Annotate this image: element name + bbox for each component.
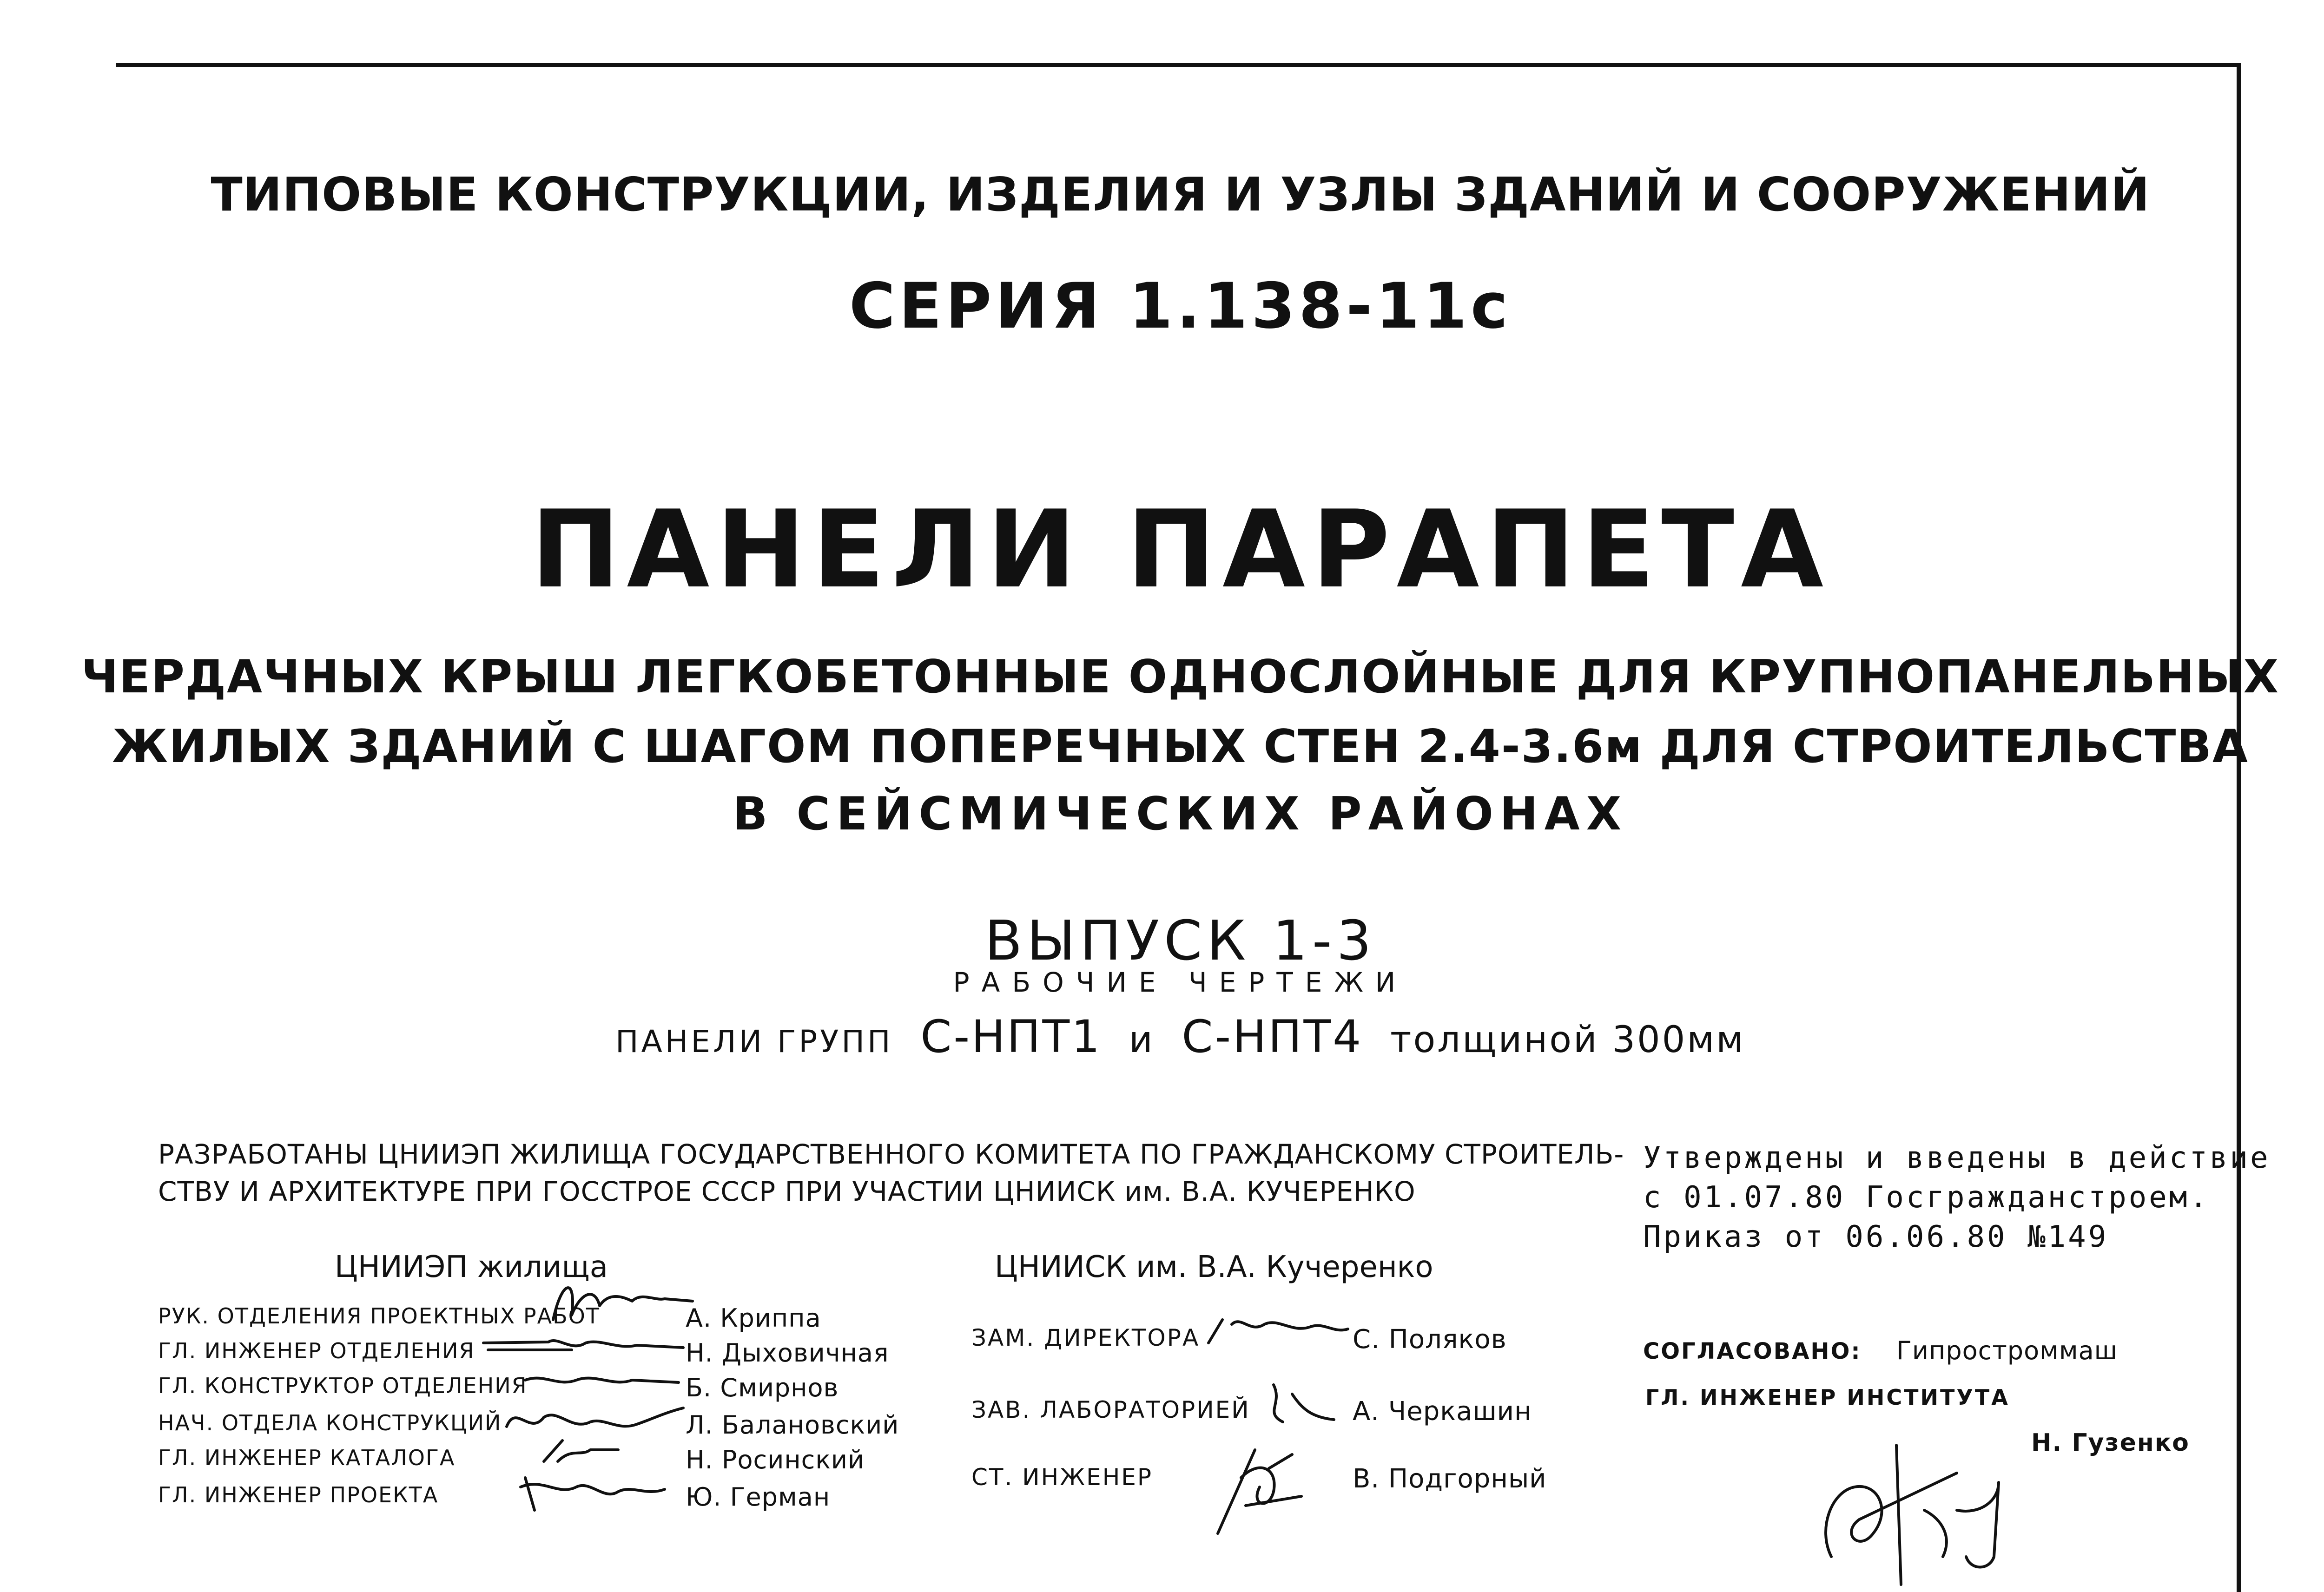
staff-name: Н. Росинский bbox=[686, 1445, 865, 1474]
series-number: СЕРИЯ 1.138-11с bbox=[849, 270, 1512, 342]
staff-title: ЗАВ. ЛАБОРАТОРИЕЙ bbox=[971, 1396, 1250, 1423]
panel-groups-conj: и bbox=[1129, 1019, 1155, 1061]
staff-name: Б. Смирнов bbox=[686, 1373, 839, 1402]
collection-heading: ТИПОВЫЕ КОНСТРУКЦИИ, ИЗДЕЛИЯ И УЗЛЫ ЗДАНИЙ И СООРУЖЕНИЙ bbox=[211, 167, 2150, 222]
panel-group-2: С-НПТ4 bbox=[1182, 1011, 1363, 1063]
frame-top-border bbox=[116, 63, 2240, 67]
signature-polyakov bbox=[1199, 1306, 1353, 1357]
signature-dykhovichnaya bbox=[479, 1329, 688, 1362]
subtitle-line-2: ЖИЛЫХ ЗДАНИЙ С ШАГОМ ПОПЕРЕЧНЫХ СТЕН 2.4-3.6м ДЛЯ СТРОИТЕЛЬСТВА bbox=[112, 720, 2249, 773]
issue-number: ВЫПУСК 1-3 bbox=[984, 908, 1376, 973]
developed-by-line-2: СТВУ И АРХИТЕКТУРЕ ПРИ ГОССТРОЕ СССР ПРИ УЧАСТИИ ЦНИИСК им. В.А. КУЧЕРЕНКО bbox=[158, 1176, 1416, 1207]
subtitle-line-3: В СЕЙСМИЧЕСКИХ РАЙОНАХ bbox=[733, 788, 1628, 841]
staff-title: РУК. ОТДЕЛЕНИЯ ПРОЕКТНЫХ РАБОТ bbox=[158, 1303, 600, 1329]
signature-rosinsky bbox=[535, 1434, 627, 1471]
signature-german bbox=[516, 1468, 669, 1515]
signature-cherkashin bbox=[1255, 1375, 1339, 1441]
document-title: ПАНЕЛИ ПАРАПЕТА bbox=[530, 488, 1830, 612]
signature-podgorny bbox=[1199, 1441, 1320, 1543]
staff-title: ГЛ. КОНСТРУКТОР ОТДЕЛЕНИЯ bbox=[158, 1373, 528, 1398]
chief-engineer-name: Н. Гузенко bbox=[2031, 1429, 2190, 1457]
staff-name: Л. Балановский bbox=[686, 1410, 899, 1440]
org-mid-name: ЦНИИСК им. В.А. Кучеренко bbox=[995, 1250, 1433, 1284]
panels-prefix: ПАНЕЛИ ГРУПП bbox=[615, 1024, 893, 1059]
staff-title: СТ. ИНЖЕНЕР bbox=[971, 1464, 1153, 1491]
org-left-name: ЦНИИЭП жилища bbox=[335, 1250, 608, 1284]
staff-title: ГЛ. ИНЖЕНЕР ПРОЕКТА bbox=[158, 1482, 439, 1507]
staff-title: ГЛ. ИНЖЕНЕР КАТАЛОГА bbox=[158, 1445, 456, 1470]
staff-title: ЗАМ. ДИРЕКТОРА bbox=[971, 1324, 1200, 1351]
staff-name: В. Подгорный bbox=[1353, 1464, 1547, 1494]
approval-line-3: Приказ от 06.06.80 №149 bbox=[1643, 1220, 2109, 1254]
issue-type: РАБОЧИЕ ЧЕРТЕЖИ bbox=[953, 967, 1408, 998]
panel-group-1: С-НПТ1 bbox=[920, 1011, 1102, 1063]
staff-name: Ю. Герман bbox=[686, 1482, 831, 1512]
developed-by-line-1: РАЗРАБОТАНЫ ЦНИИЭП ЖИЛИЩА ГОСУДАРСТВЕННОГО КОМИТЕТА ПО ГРАЖДАНСКОМУ СТРОИТЕЛЬ- bbox=[158, 1138, 1624, 1170]
staff-title: НАЧ. ОТДЕЛА КОНСТРУКЦИЙ bbox=[158, 1410, 502, 1435]
panel-thickness: толщиной 300мм bbox=[1390, 1019, 1745, 1061]
staff-name: С. Поляков bbox=[1353, 1324, 1507, 1355]
signature-smirnov bbox=[521, 1368, 683, 1396]
agreed-label: СОГЛАСОВАНО: bbox=[1643, 1338, 1862, 1364]
staff-title: ГЛ. ИНЖЕНЕР ОТДЕЛЕНИЯ bbox=[158, 1338, 475, 1363]
chief-engineer-title: ГЛ. ИНЖЕНЕР ИНСТИТУТА bbox=[1645, 1385, 2010, 1410]
signature-guzenko bbox=[1803, 1417, 2036, 1589]
signature-kripa bbox=[544, 1273, 697, 1334]
subtitle-line-1: ЧЕРДАЧНЫХ КРЫШ ЛЕГКОБЕТОННЫЕ ОДНОСЛОЙНЫЕ ДЛЯ КРУПНОПАНЕЛЬНЫХ bbox=[81, 651, 2280, 704]
staff-name: А. Черкашин bbox=[1353, 1396, 1532, 1427]
approval-line-1: Утверждены и введены в действие bbox=[1643, 1141, 2271, 1175]
agreed-org: Гипростроммаш bbox=[1896, 1336, 2118, 1365]
staff-name: Н. Дыховичная bbox=[686, 1338, 889, 1368]
staff-name: А. Криппа bbox=[686, 1303, 821, 1333]
panel-groups-line bbox=[0, 1011, 2324, 1063]
approval-line-2: с 01.07.80 Госгражданстроем. bbox=[1643, 1180, 2210, 1215]
